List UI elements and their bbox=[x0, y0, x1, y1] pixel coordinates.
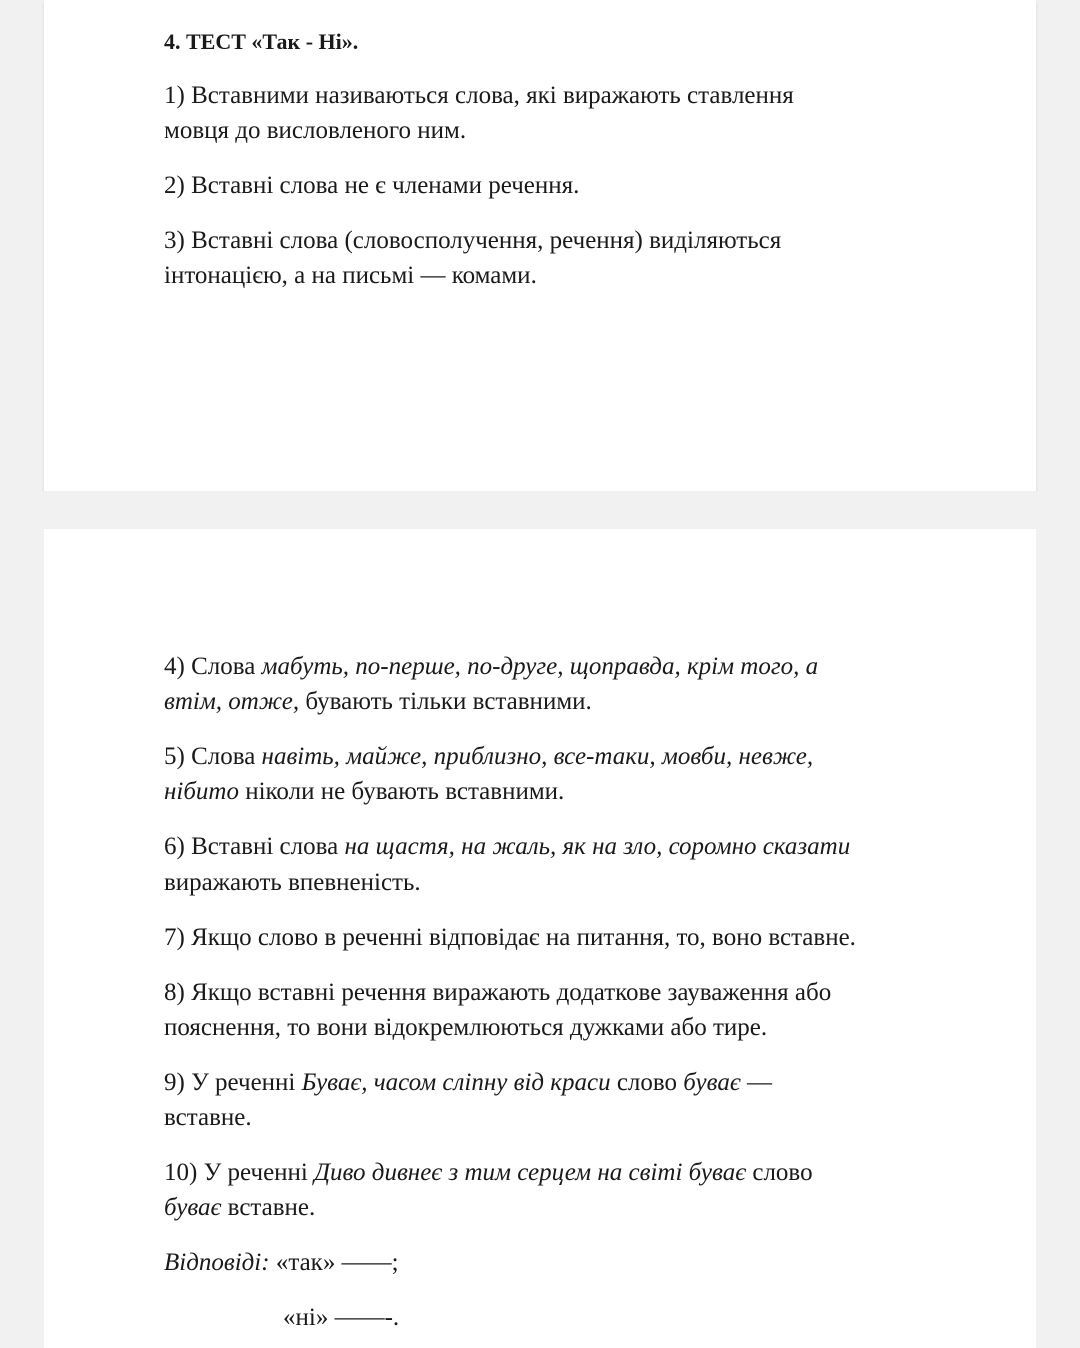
question-4-suffix: бувають тільки вставними. bbox=[299, 688, 592, 715]
question-9-word: буває bbox=[683, 1069, 741, 1096]
question-1-line-1: 1) Вставними називаються слова, які виражають ставлення bbox=[164, 82, 794, 109]
question-4-words-1: мабуть, по-перше, по-друге, щоправда, крім того, а bbox=[261, 653, 819, 680]
question-5-prefix: 5) Слова bbox=[164, 743, 262, 770]
question-10-word: буває bbox=[164, 1194, 222, 1221]
question-10-prefix: 10) У реченні bbox=[164, 1159, 315, 1186]
question-10-word-label: слово bbox=[746, 1159, 813, 1186]
question-5-suffix: ніколи не бувають вставними. bbox=[238, 778, 565, 805]
question-4-line-2 bbox=[164, 684, 592, 719]
question-9-word-label: слово bbox=[610, 1069, 684, 1096]
question-9-line-2: вставне. bbox=[164, 1104, 252, 1131]
question-8-line-1: 8) Якщо вставні речення виражають додаткове зауваження або bbox=[164, 979, 832, 1006]
answers-yes: «так» ——; bbox=[269, 1249, 399, 1276]
question-9-line-1 bbox=[164, 1065, 772, 1100]
question-4-words-2: втім, отже, bbox=[164, 688, 300, 715]
question-4-prefix: 4) Слова bbox=[164, 653, 262, 680]
question-7: 7) Якщо слово в реченні відповідає на питання, то, воно вставне. bbox=[164, 924, 856, 951]
question-6-line-2: виражають впевненість. bbox=[164, 869, 421, 896]
question-5-words-2: нібито bbox=[164, 778, 239, 805]
question-5-line-2 bbox=[164, 774, 564, 809]
page-gap bbox=[0, 491, 1080, 529]
question-10-suffix: вставне. bbox=[221, 1194, 316, 1221]
question-9-sentence: Буває, часом сліпну від краси bbox=[301, 1069, 611, 1096]
question-10-sentence: Диво дивнеє з тим серцем на світі буває bbox=[314, 1159, 747, 1186]
question-4-line-1 bbox=[164, 649, 818, 684]
question-9-dash: — bbox=[740, 1069, 772, 1096]
question-3-line-2: інтонацією, а на письмі — комами. bbox=[164, 262, 537, 289]
question-6-words: на щастя, на жаль, як на зло, соромно сказати bbox=[344, 833, 851, 860]
question-8-line-2: пояснення, то вони відокремлюються дужками або тире. bbox=[164, 1014, 768, 1041]
question-1-line-2: мовця до висловленого ним. bbox=[164, 117, 467, 144]
question-3-line-1: 3) Вставні слова (словосполучення, речення) виділяються bbox=[164, 227, 782, 254]
question-6-line-1 bbox=[164, 829, 850, 864]
document-page-2 bbox=[44, 529, 1036, 1348]
question-5-words-1: навіть, майже, приблизно, все-таки, мовби, невже, bbox=[261, 743, 814, 770]
question-2: 2) Вставні слова не є членами речення. bbox=[164, 172, 580, 199]
answers-line-no: «ні» ——-. bbox=[283, 1304, 400, 1331]
question-9-prefix: 9) У реченні bbox=[164, 1069, 302, 1096]
question-10-line-2 bbox=[164, 1190, 315, 1225]
answers-line-yes bbox=[164, 1245, 399, 1280]
question-5-line-1 bbox=[164, 739, 813, 774]
question-6-prefix: 6) Вставні слова bbox=[164, 833, 345, 860]
answers-label: Відповіді: bbox=[164, 1249, 270, 1276]
test-heading: 4. ТЕСТ «Так - Ні». bbox=[164, 29, 359, 54]
question-10-line-1 bbox=[164, 1155, 813, 1190]
document-page-1 bbox=[44, 0, 1036, 491]
